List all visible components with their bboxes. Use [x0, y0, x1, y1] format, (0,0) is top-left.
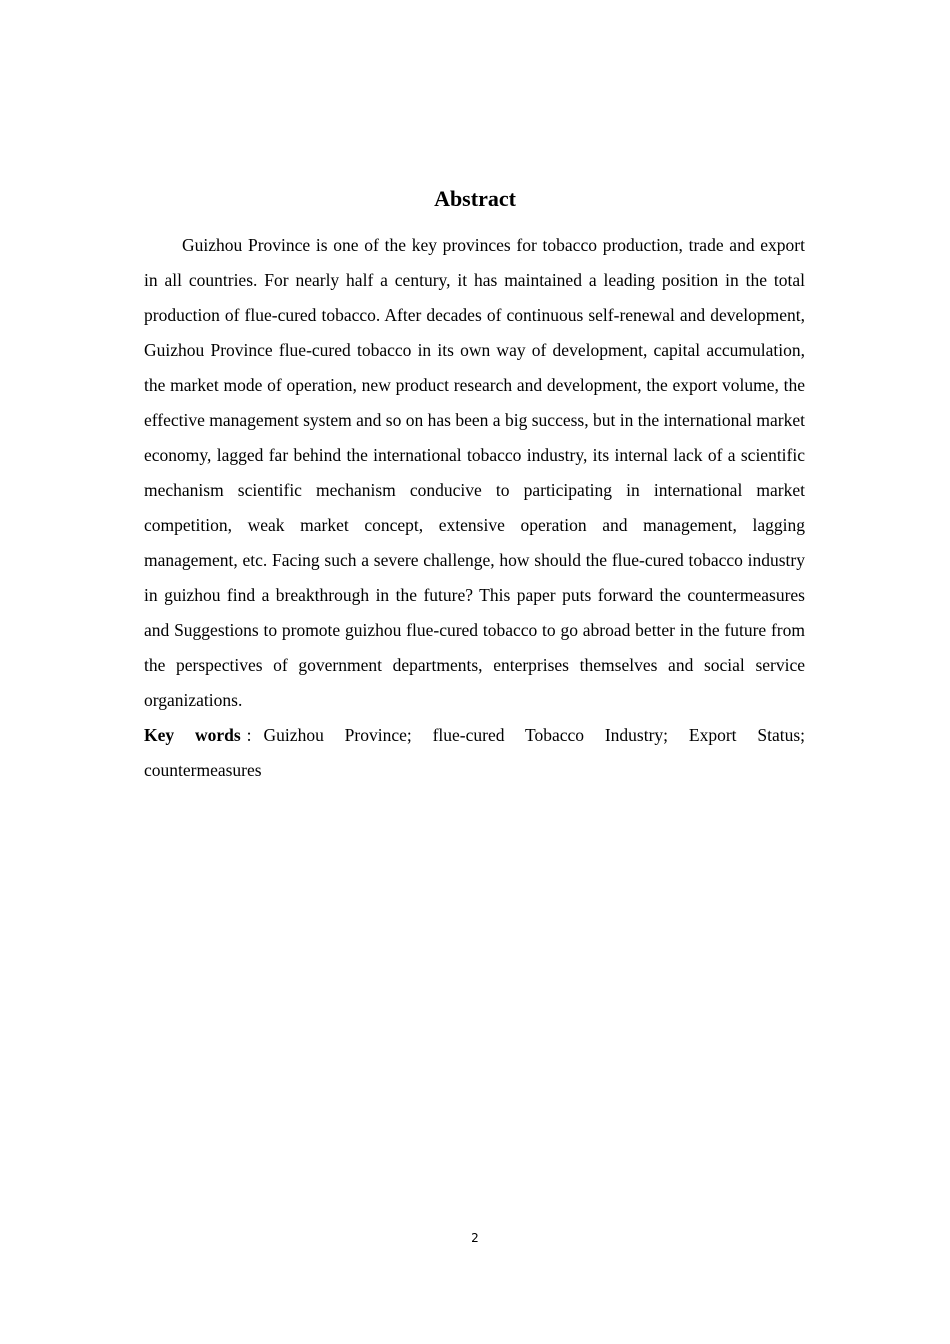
keywords-separator: :	[246, 725, 252, 745]
abstract-body: Guizhou Province is one of the key provinces for tobacco production, trade and export in all countries. For nearly half a century, it has maintained a leading position in the total production of flue-cured tobacco. After decades of continuous self-renewal and development, Guizhou Province flue-cured tobacco in its own way of development, capital accumulation, the market mode of operation, new product research and development, the export volume, the effective management system and so on has been a big success, but in the international market economy, lagged far behind the international tobacco industry, its internal lack of a scientific mechanism scientific mechanism conducive to participating in international market competition, weak market concept, extensive operation and management, lagging management, etc. Facing such a severe challenge, how should the flue-cured tobacco industry in guizhou find a breakthrough in the future? This paper puts forward the countermeasures and Suggestions to promote guizhou flue-cured tobacco to go abroad better in the future from the perspectives of government departments, enterprises themselves and social service organizations.	[144, 235, 805, 710]
keywords-line	[144, 718, 805, 788]
keywords-label: Key words	[144, 725, 241, 745]
keywords-text: Guizhou Province; flue-cured Tobacco Industry; Export Status; countermeasures	[144, 725, 805, 780]
page-number: 2	[471, 1231, 479, 1245]
abstract-title: Abstract	[434, 186, 516, 211]
abstract-content	[144, 228, 805, 788]
